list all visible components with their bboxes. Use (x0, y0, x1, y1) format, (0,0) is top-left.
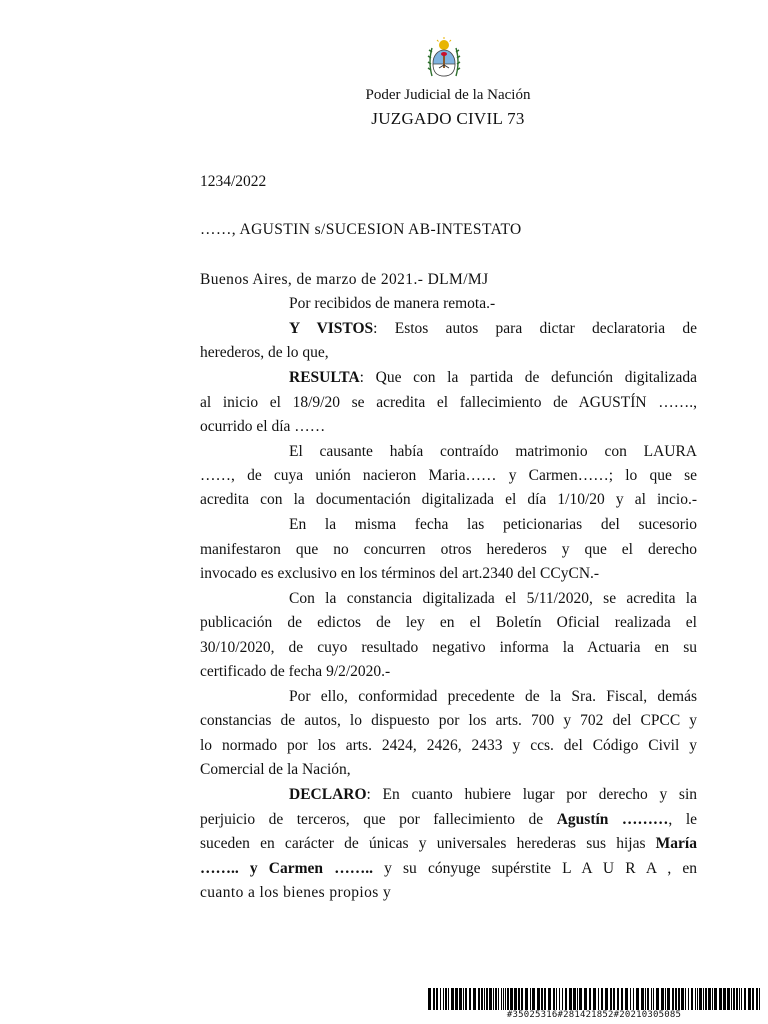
text-line: ……, de cuya unión nacieron Maria…… y Carmen……; lo que se (200, 467, 697, 484)
court-name: Poder Judicial de la Nación (365, 87, 531, 103)
paragraph-received: Por recibidos de manera remota.- (289, 295, 496, 312)
deceased-name: Agustín ……… (556, 811, 669, 828)
text-line: herederos, de lo que, (200, 344, 329, 361)
text-line: 30/10/2020, de cuyo resultado negativo informa la Actuaria en su (200, 639, 697, 656)
text-line: publicación de edictos de ley en el Boletín Oficial realizada el (200, 614, 697, 631)
text-line: Por ello, conformidad precedente de la Sra. Fiscal, demás (289, 688, 697, 705)
text-line: El causante había contraído matrimonio con LAURA (289, 443, 697, 460)
text-line: suceden en carácter de únicas y universales herederas sus hijas María (200, 835, 697, 852)
text-line: perjuicio de terceros, que por fallecimiento de Agustín ………, le (200, 811, 698, 828)
text-line: En la misma fecha las peticionarias del sucesorio (289, 516, 697, 533)
argentina-coat-of-arms-icon (426, 36, 462, 82)
case-title: ……, AGUSTIN s/SUCESION AB-INTESTATO (200, 221, 522, 238)
heir-name: María (655, 835, 697, 852)
declaro-heading: DECLARO (289, 786, 367, 803)
text-line: Comercial de la Nación, (200, 761, 351, 778)
juzgado-name: JUZGADO CIVIL 73 (371, 109, 525, 128)
text-line: constancias de autos, lo dispuesto por los arts. 700 y 702 del CPCC y (200, 712, 697, 729)
text-line: cuanto a los bienes propios y (200, 884, 392, 901)
text-line: acredita con la documentación digitalizada el día 1/10/20 y al incio.- (200, 491, 697, 508)
text-line: lo normado por los arts. 2424, 2426, 2433 y ccs. del Código Civil y (200, 737, 697, 754)
barcode-image (426, 988, 762, 1010)
declaro-line: DECLARO: En cuanto hubiere lugar por derecho y sin (289, 786, 697, 803)
text-line: …….. y Carmen …….. y su cónyuge supérstite L A U R A , en (200, 860, 697, 877)
resulta-heading: RESULTA (289, 369, 360, 386)
vistos-line: Y VISTOS: Estos autos para dictar declaratoria de (289, 320, 697, 337)
document-barcode (426, 988, 762, 1022)
vistos-heading: Y VISTOS (289, 320, 374, 337)
text-line: manifestaron que no concurren otros herederos y que el derecho (200, 541, 697, 558)
case-number: 1234/2022 (200, 173, 267, 190)
text-line: al inicio el 18/9/20 se acredita el fallecimiento de AGUSTÍN ……., (200, 394, 697, 411)
text-line: certificado de fecha 9/2/2020.- (200, 663, 391, 680)
resulta-line: RESULTA: Que con la partida de defunción digitalizada (289, 369, 697, 386)
date-line: Buenos Aires, de marzo de 2021.- DLM/MJ (200, 271, 489, 288)
text-line: ocurrido el día …… (200, 418, 326, 435)
barcode-number: #35025316#281421852#20210305085 (506, 1010, 682, 1020)
text-line: Con la constancia digitalizada el 5/11/2020, se acredita la (289, 590, 697, 607)
heir-name: …….. y Carmen …….. (200, 860, 373, 877)
text-line: invocado es exclusivo en los términos del art.2340 del CCyCN.- (200, 565, 600, 582)
